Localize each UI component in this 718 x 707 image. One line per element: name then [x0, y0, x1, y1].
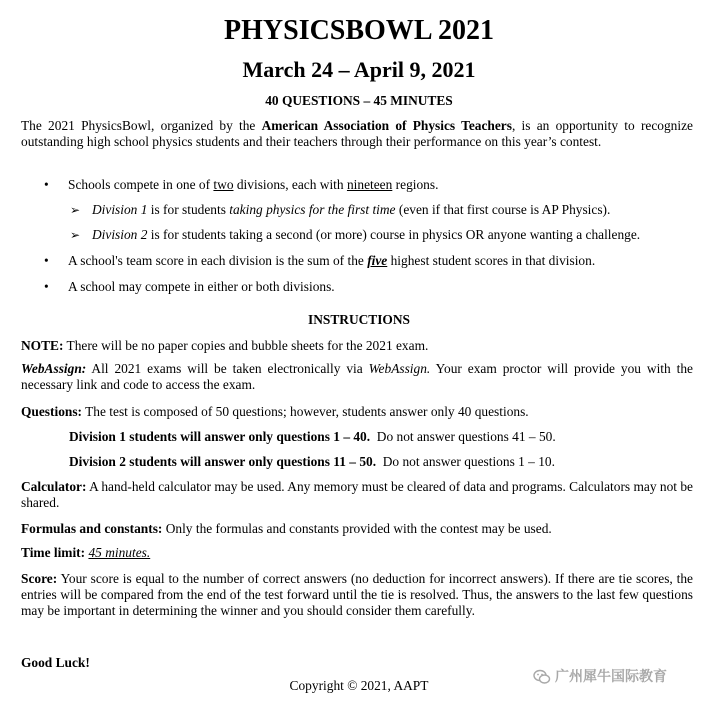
good-luck-text: Good Luck!	[21, 655, 90, 670]
copyright-text: Copyright © 2021, AAPT	[289, 678, 429, 693]
calculator-paragraph: Calculator: A hand-held calculator may be used. Any memory must be cleared of data and programs. Calculators may not be shared.	[21, 479, 693, 510]
bullet-icon: •	[44, 253, 49, 268]
questions-paragraph: Questions: The test is composed of 50 questions; however, students answer only 40 questions.	[21, 404, 529, 419]
document-title: PHYSICSBOWL 2021	[224, 15, 494, 46]
note-paragraph: NOTE: There will be no paper copies and bubble sheets for the 2021 exam.	[21, 338, 429, 353]
wechat-icon	[533, 669, 551, 685]
sub-bullet-division-1: ➢ Division 1 is for students taking physics for the first time (even if that first course is AP Physics).	[70, 202, 611, 217]
bullet-either-division: • A school may compete in either or both divisions.	[44, 279, 335, 294]
sub-bullet-division-2: ➢ Division 2 is for students taking a second (or more) course in physics OR anyone wanting a challenge.	[70, 227, 641, 242]
arrow-bullet-icon: ➢	[70, 203, 81, 217]
bullet-icon: •	[44, 279, 49, 294]
webassign-paragraph: WebAssign: All 2021 exams will be taken electronically via WebAssign. Your exam proctor will provide you with the necessary link and code to access the exam.	[21, 361, 693, 392]
division-1-rule: Division 1 students will answer only questions 1 – 40. Do not answer questions 41 – 50.	[69, 429, 556, 444]
contest-dates: March 24 – April 9, 2021	[242, 57, 476, 82]
watermark-text: 广州犀牛国际教育	[555, 669, 667, 685]
instructions-heading: INSTRUCTIONS	[308, 312, 410, 327]
arrow-bullet-icon: ➢	[70, 228, 81, 242]
bullet-divisions: • Schools compete in one of two divisions, each with nineteen regions.	[44, 177, 439, 192]
organization-name: American Association of Physics Teachers	[261, 118, 512, 133]
bullet-icon: •	[44, 177, 49, 192]
bullet-team-score: • A school's team score in each division is the sum of the five highest student scores in that division.	[44, 253, 596, 268]
division-2-rule: Division 2 students will answer only questions 11 – 50. Do not answer questions 1 – 10.	[69, 454, 555, 469]
time-limit-paragraph: Time limit: 45 minutes.	[21, 545, 151, 560]
watermark	[533, 667, 667, 687]
score-paragraph: Score: Your score is equal to the number of correct answers (no deduction for incorrect answers). If there are tie scores, the entries will be compared from the end of the test forward until the tie is resolved. Thus, the answers to the last few questions may be important in determining the winner and you should consider them carefully.	[21, 571, 693, 618]
formulas-paragraph: Formulas and constants: Only the formulas and constants provided with the contest may be used.	[21, 521, 552, 536]
intro-paragraph: The 2021 PhysicsBowl, organized by the American Association of Physics Teachers, is an opportunity to recognize outstanding high school physics students and their teachers through their performance on this year’s contest.	[21, 118, 693, 149]
contest-format: 40 QUESTIONS – 45 MINUTES	[265, 93, 453, 108]
